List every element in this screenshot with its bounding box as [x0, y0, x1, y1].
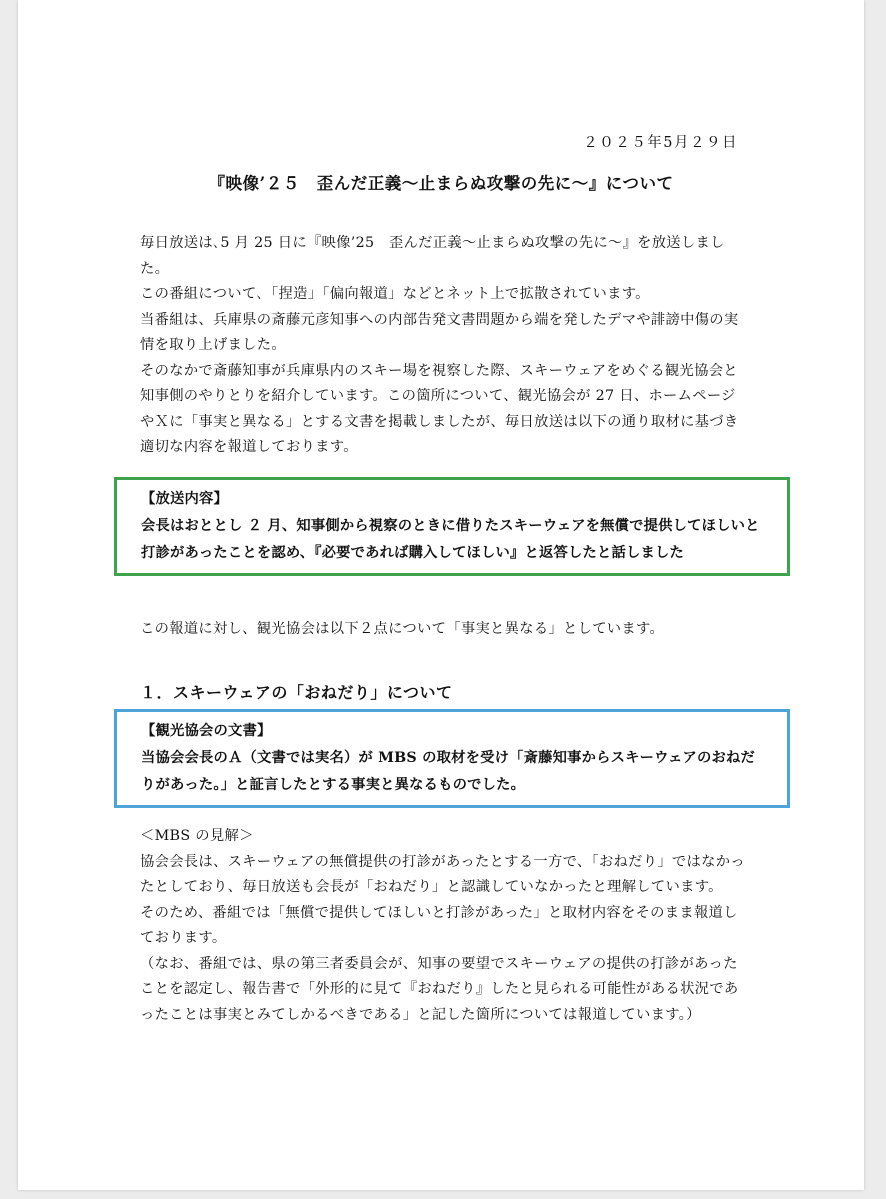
section-heading-ski-wear: １．スキーウェアの「おねだり」について [140, 683, 453, 702]
broadcast-content-heading: 【放送内容】 [141, 491, 228, 507]
report-section [140, 617, 750, 643]
association-document-text: 当協会会長のＡ（文書では実名）が MBS の取材を受け「斎藤知事からスキーウェアのおねだりがあった。」と証言したとする事実と異なるものでした。 [141, 750, 755, 793]
mbs-view-paragraph: そのため、番組では「無償で提供してほしいと打診があった」と取材内容をそのまま報道しております。 [140, 904, 738, 946]
mbs-view-section [140, 824, 750, 1028]
document-title: 『映像’２５ 歪んだ正義〜止まらぬ攻撃の先に〜』について [208, 174, 674, 193]
intro-paragraph: 当番組は、兵庫県の斎藤元彦知事への内部告発文書問題から端を発したデマや誹謗中傷の実情を取り上げました。 [140, 311, 739, 353]
intro-paragraph: 毎日放送は､5 月 25 日に『映像’25 歪んだ正義〜止まらぬ攻撃の先に〜』を放送しました。 [140, 235, 725, 277]
intro-section [140, 231, 750, 461]
report-line: この報道に対し、観光協会は以下２点について「事実と異なる」としています。 [140, 621, 665, 637]
broadcast-content-box [114, 477, 790, 576]
association-document-box [114, 709, 790, 808]
document-date: ２０２５年5月２９日 [583, 135, 738, 151]
mbs-view-paragraph: 協会会長は、スキーウェアの無償提供の打診があったとする一方で、「おねだり」ではなかったとしており、毎日放送も会長が「おねだり」と認識していなかったと理解しています。 [140, 853, 745, 895]
mbs-view-heading: ＜MBS の見解＞ [140, 828, 254, 844]
mbs-view-paragraph: （なお、番組では、県の第三者委員会が、知事の要望でスキーウェアの提供の打診があったことを認定し、報告書で「外形的に見て『おねだり』したと見られる可能性がある状況であったことは事実とみてしかるべきである」と記した箇所については報道しています。） [140, 955, 739, 1023]
intro-paragraph: そのなかで斎藤知事が兵庫県内のスキー場を視察した際、スキーウェアをめぐる観光協会と知事側のやりとりを紹介しています。この箇所について、観光協会が 27 日、ホームページやＸに「事実と異なる」とする文書を掲載しましたが、毎日放送は以下の通り取材に基づき適切な内容を報道しております。 [140, 362, 739, 455]
intro-paragraph: この番組について､「捏造」「偏向報道」などとネット上で拡散されています。 [140, 286, 650, 302]
document-page [18, 0, 864, 1190]
broadcast-content-text: 会長はおととし ２ 月、知事側から視察のときに借りたスキーウェアを無償で提供してほしいと打診があったことを認め、『必要であれば購入してほしい』と返答したと話しました [141, 518, 760, 561]
association-document-heading: 【観光協会の文書】 [141, 723, 272, 739]
